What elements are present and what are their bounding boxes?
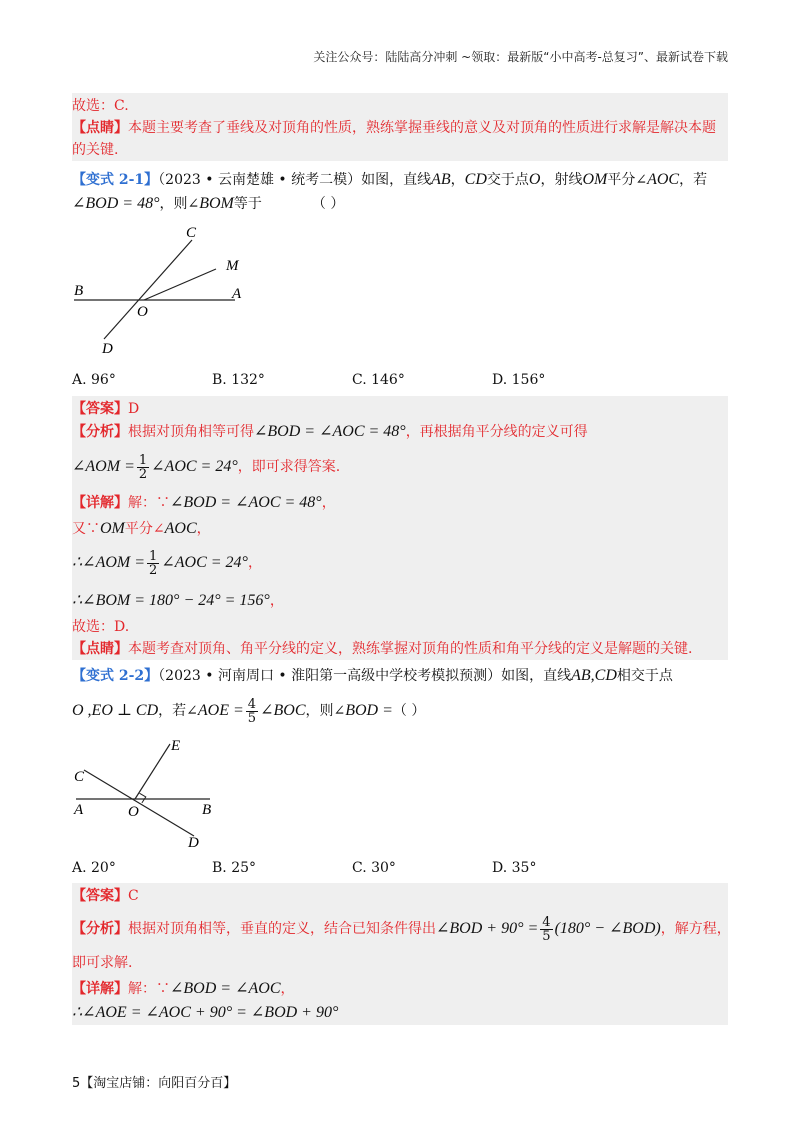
label-d: D [102, 341, 113, 357]
answer-line: 故选：D. [72, 619, 130, 635]
label-b: B [74, 283, 84, 299]
comment-line-1 [72, 118, 716, 138]
detail-text: ， [321, 495, 336, 511]
math-aoe: AOE = [197, 702, 244, 719]
question-2-2-stem-2 [72, 696, 425, 726]
right-angle-mark [140, 793, 146, 803]
fraction-half [137, 454, 149, 481]
option-c: C. 30° [352, 860, 396, 876]
stem-text: 等于 [233, 196, 262, 212]
analysis-text: ，即可求得答案. [237, 459, 341, 475]
detail-line-1 [72, 493, 336, 513]
stem-text: （2023 • 云南楚雄 • 统考二模）如图，直线 [158, 172, 432, 188]
option-a: A. 96° [72, 372, 116, 388]
answer-paren: （ ） [392, 703, 426, 719]
answer-row [72, 399, 139, 419]
analysis-line-1 [72, 914, 731, 944]
math-om: OM [582, 171, 608, 188]
label-c: C [74, 769, 85, 785]
fraction-denominator: 5 [542, 928, 551, 944]
stem-text: 交于点 [486, 172, 529, 188]
label-c: C [186, 225, 197, 241]
detail-text: ， [247, 555, 262, 571]
math-aoc: AOC [647, 171, 680, 188]
label-o: O [128, 804, 139, 820]
detail-text: ， [280, 981, 295, 997]
math-eq: ∠BOD + 90° = [436, 920, 539, 937]
fraction-four-fifths [540, 916, 552, 943]
ray-oe [135, 744, 170, 799]
fraction-denominator: 5 [247, 710, 257, 726]
detail-line-1 [72, 979, 295, 999]
math-eq: ∠AOM = [72, 458, 135, 475]
math-cd: CD [464, 171, 487, 188]
comment-tag: 【点睛】 [72, 120, 128, 136]
analysis-text: ，解方程， [660, 921, 731, 937]
math-perp: O ,EO ⊥ CD [72, 702, 159, 719]
question-2-2-stem-1 [72, 666, 673, 686]
math-abcd: AB,CD [571, 667, 617, 684]
label-a: A [74, 802, 84, 818]
stem-text: ，则∠ [159, 196, 200, 212]
fraction-four-fifths [246, 698, 258, 725]
stem-text: 相交于点 [616, 668, 673, 684]
answer-value: C [128, 888, 139, 904]
comment-tag: 【点睛】 [72, 641, 128, 657]
line-cd [104, 240, 192, 339]
figure-2-1 [60, 222, 260, 357]
page-footer: 5【淘宝店铺：向阳百分百】 [72, 1076, 237, 1091]
math-o: O [528, 171, 541, 188]
answer-value: D [128, 401, 140, 417]
answer-paren: （ ） [311, 196, 345, 212]
option-c: C. 146° [352, 372, 405, 388]
line-cd [84, 770, 194, 836]
math-bom: BOM [199, 195, 234, 212]
option-b: B. 25° [212, 860, 257, 876]
detail-tag: 【详解】 [72, 495, 128, 511]
math-eq: ∴∠BOM = 180° − 24° = 156° [72, 592, 270, 609]
math-ab: AB [431, 171, 451, 188]
stem-text: ，若 [679, 172, 708, 188]
option-b: B. 132° [212, 372, 265, 388]
detail-line-4 [72, 591, 284, 611]
fraction-numerator: 1 [138, 452, 148, 468]
label-o: O [137, 304, 148, 320]
stem-text: （2023 • 河南周口 • 淮阳第一高级中学校考模拟预测）如图，直线 [158, 668, 572, 684]
math-bod: BOD = [345, 702, 393, 719]
detail-line-2 [72, 1003, 338, 1023]
answer-line: 故选：C. [72, 98, 129, 114]
analysis-tag: 【分析】 [72, 921, 128, 937]
detail-tag: 【详解】 [72, 981, 128, 997]
fraction-numerator: 4 [247, 696, 257, 712]
math-eq: (180° − ∠BOD) [554, 920, 661, 937]
detail-line-3 [72, 548, 262, 578]
comment-line [72, 639, 692, 659]
label-e: E [171, 738, 181, 754]
label-a: A [232, 286, 242, 302]
label-d: D [188, 835, 199, 851]
fraction-numerator: 1 [149, 548, 158, 564]
question-2-1-stem-1 [72, 170, 707, 190]
math-bod: ∠BOD = 48° [72, 195, 160, 212]
fraction-denominator: 2 [138, 466, 148, 482]
math-eq: ∠AOC = 24° [151, 458, 238, 475]
detail-text: 又∵ [72, 521, 100, 537]
option-d: D. 35° [492, 860, 537, 876]
stem-text: ，则∠ [305, 703, 346, 719]
math-eq: ∠BOD = ∠AOC = 48° [170, 494, 322, 511]
math-eq: ∠BOD = ∠AOC = 48° [254, 423, 406, 440]
answer-tag: 【答案】 [72, 401, 128, 417]
detail-line-2 [72, 519, 211, 539]
label-m: M [226, 258, 239, 274]
fraction-denominator: 2 [149, 562, 158, 578]
detail-text: ， [269, 593, 284, 609]
comment-text: 本题考查对顶角、角平分线的定义，熟练掌握对顶角的性质和角平分线的定义是解题的关键. [128, 641, 693, 657]
analysis-tag: 【分析】 [72, 424, 128, 440]
detail-text: 平分∠ [124, 521, 165, 537]
comment-line-2: 的关键. [72, 142, 119, 158]
math-om: OM [100, 520, 125, 537]
analysis-line-2: 即可求解. [72, 955, 133, 971]
math-boc: ∠BOC [260, 702, 306, 719]
option-a: A. 20° [72, 860, 116, 876]
analysis-line-2 [72, 452, 340, 482]
figure-2-2 [60, 732, 240, 852]
fraction-numerator: 4 [542, 914, 551, 930]
math-eq: ∴∠AOE = ∠AOC + 90° = ∠BOD + 90° [72, 1004, 339, 1021]
stem-text: 平分∠ [607, 172, 648, 188]
stem-comma: ， [450, 172, 465, 188]
ray-om [144, 269, 216, 300]
comment-text: 本题主要考查了垂线及对顶角的性质，熟练掌握垂线的意义及对顶角的性质进行求解是解决本题 [128, 120, 716, 136]
answer-tag: 【答案】 [72, 888, 128, 904]
option-d: D. 156° [492, 372, 546, 388]
analysis-line-1 [72, 422, 588, 442]
analysis-text: 根据对顶角相等，垂直的定义，结合已知条件得出 [128, 921, 436, 937]
variant-tag: 【变式 2-2】 [72, 668, 159, 684]
page-header: 关注公众号：陆陆高分冲刺 ~领取：最新版“小中高考-总复习”、最新试卷下载 [313, 50, 728, 64]
math-eq: ∠BOD = ∠AOC [170, 980, 281, 997]
detail-text: ， [196, 521, 211, 537]
math-eq: ∠AOC = 24° [161, 554, 248, 571]
stem-text: ，射线 [540, 172, 583, 188]
analysis-text: ，再根据角平分线的定义可得 [405, 424, 588, 440]
variant-tag: 【变式 2-1】 [72, 172, 159, 188]
detail-text: 解：∵ [128, 495, 170, 511]
math-eq: ∴∠AOM = [72, 554, 146, 571]
question-2-1-stem-2 [72, 194, 344, 214]
label-b: B [202, 802, 212, 818]
detail-text: 解：∵ [128, 981, 170, 997]
math-aoc: AOC [164, 520, 197, 537]
answer-row [72, 886, 139, 906]
stem-text: ，若∠ [158, 703, 198, 719]
analysis-text: 根据对顶角相等可得 [128, 424, 254, 440]
fraction-half [147, 550, 159, 577]
